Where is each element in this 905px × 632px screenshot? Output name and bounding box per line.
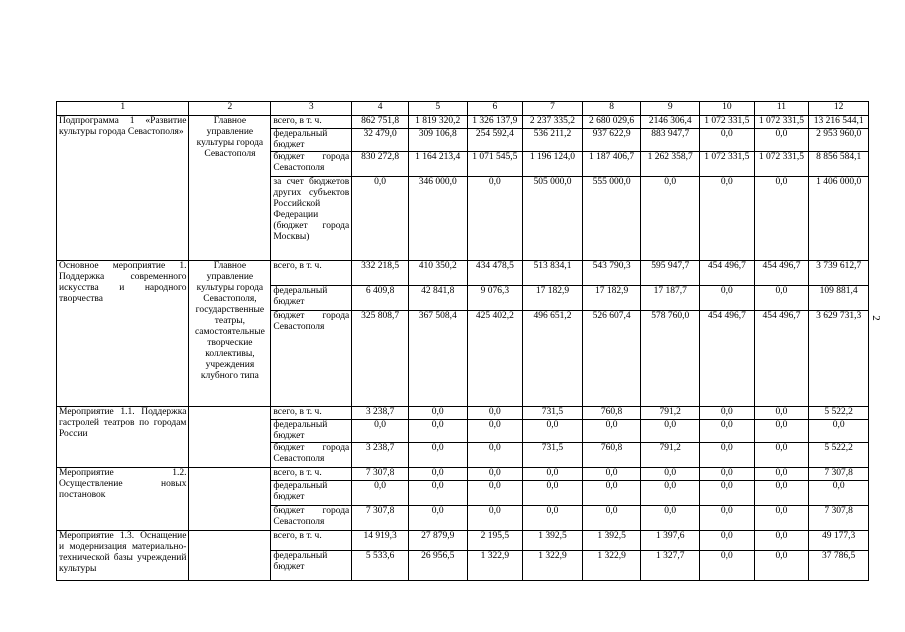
- amount-cell: 42 841,8: [408, 286, 467, 311]
- amount-cell: 0,0: [467, 468, 523, 481]
- amount-cell: 0,0: [641, 506, 700, 531]
- amount-cell: 2 680 029,6: [582, 116, 641, 129]
- amount-cell: 9 076,3: [467, 286, 523, 311]
- amount-cell: 2146 306,4: [641, 116, 700, 129]
- funding-source-cell: бюджет города Севастополя: [271, 506, 352, 531]
- funding-source-cell: за счет бюджетов других субъектов Российской Федерации (бюджет города Москвы): [271, 177, 352, 261]
- column-number: 5: [408, 102, 467, 116]
- amount-cell: 3 238,7: [352, 443, 409, 468]
- amount-cell: 109 881,4: [809, 286, 869, 311]
- amount-cell: 3 739 612,7: [809, 261, 869, 286]
- amount-cell: 555 000,0: [582, 177, 641, 261]
- amount-cell: 6 409,8: [352, 286, 409, 311]
- amount-cell: 7 307,8: [352, 506, 409, 531]
- amount-cell: 27 879,9: [408, 531, 467, 551]
- amount-cell: 883 947,7: [641, 129, 700, 152]
- amount-cell: 0,0: [523, 468, 583, 481]
- column-number: 3: [271, 102, 352, 116]
- amount-cell: 513 834,1: [523, 261, 583, 286]
- amount-cell: 1 392,5: [523, 531, 583, 551]
- funding-source-cell: всего, в т. ч.: [271, 261, 352, 286]
- amount-cell: 496 651,2: [523, 311, 583, 407]
- responsible-org-cell: [189, 531, 271, 581]
- amount-cell: 0,0: [641, 468, 700, 481]
- amount-cell: 1 187 406,7: [582, 152, 641, 177]
- funding-source-cell: бюджет города Севастополя: [271, 152, 352, 177]
- amount-cell: 0,0: [408, 407, 467, 420]
- funding-source-cell: всего, в т. ч.: [271, 468, 352, 481]
- amount-cell: 37 786,5: [809, 551, 869, 581]
- column-number-row: [57, 102, 869, 116]
- amount-cell: 0,0: [582, 481, 641, 506]
- amount-cell: 0,0: [408, 443, 467, 468]
- amount-cell: 1 392,5: [582, 531, 641, 551]
- amount-cell: 454 496,7: [754, 261, 809, 286]
- amount-cell: 8 856 584,1: [809, 152, 869, 177]
- amount-cell: 454 496,7: [700, 311, 755, 407]
- amount-cell: 1 322,9: [523, 551, 583, 581]
- amount-cell: 5 522,2: [809, 407, 869, 420]
- amount-cell: 1 262 358,7: [641, 152, 700, 177]
- amount-cell: 1 406 000,0: [809, 177, 869, 261]
- funding-source-cell: всего, в т. ч.: [271, 116, 352, 129]
- amount-cell: 0,0: [700, 420, 755, 443]
- amount-cell: 0,0: [641, 420, 700, 443]
- amount-cell: 578 760,0: [641, 311, 700, 407]
- amount-cell: 1 164 213,4: [408, 152, 467, 177]
- amount-cell: 791,2: [641, 407, 700, 420]
- amount-cell: 0,0: [754, 551, 809, 581]
- amount-cell: 1 072 331,5: [700, 152, 755, 177]
- amount-cell: 434 478,5: [467, 261, 523, 286]
- amount-cell: 2 195,5: [467, 531, 523, 551]
- amount-cell: 0,0: [809, 420, 869, 443]
- amount-cell: 1 819 320,2: [408, 116, 467, 129]
- amount-cell: 0,0: [467, 407, 523, 420]
- amount-cell: 862 751,8: [352, 116, 409, 129]
- responsible-org-cell: Главное управление культуры города Севастополя: [189, 116, 271, 261]
- funding-source-cell: всего, в т. ч.: [271, 407, 352, 420]
- table-body: [57, 102, 869, 581]
- amount-cell: 254 592,4: [467, 129, 523, 152]
- table-row: [57, 261, 869, 286]
- funding-source-cell: бюджет города Севастополя: [271, 443, 352, 468]
- amount-cell: 425 402,2: [467, 311, 523, 407]
- amount-cell: 0,0: [408, 468, 467, 481]
- table-row: [57, 531, 869, 551]
- amount-cell: 0,0: [754, 443, 809, 468]
- column-number: 6: [467, 102, 523, 116]
- amount-cell: 32 479,0: [352, 129, 409, 152]
- amount-cell: 2 953 960,0: [809, 129, 869, 152]
- amount-cell: 0,0: [523, 420, 583, 443]
- column-number: 12: [809, 102, 869, 116]
- funding-source-cell: федеральный бюджет: [271, 286, 352, 311]
- amount-cell: 505 000,0: [523, 177, 583, 261]
- amount-cell: 760,8: [582, 443, 641, 468]
- column-number: 11: [754, 102, 809, 116]
- amount-cell: 0,0: [754, 506, 809, 531]
- amount-cell: 3 629 731,3: [809, 311, 869, 407]
- amount-cell: 325 808,7: [352, 311, 409, 407]
- amount-cell: 0,0: [352, 420, 409, 443]
- amount-cell: 1 071 545,5: [467, 152, 523, 177]
- amount-cell: 0,0: [467, 177, 523, 261]
- responsible-org-cell: Главное управление культуры города Севастополя, государственные театры, самостоятельные творческие коллективы, учреждения клубного типа: [189, 261, 271, 407]
- amount-cell: 0,0: [700, 468, 755, 481]
- funding-source-cell: федеральный бюджет: [271, 129, 352, 152]
- program-name-cell: Мероприятие 1.1. Поддержка гастролей театров по городам России: [57, 407, 189, 468]
- amount-cell: 0,0: [582, 468, 641, 481]
- amount-cell: 7 307,8: [809, 506, 869, 531]
- amount-cell: 1 322,9: [582, 551, 641, 581]
- amount-cell: 0,0: [467, 506, 523, 531]
- amount-cell: 0,0: [700, 177, 755, 261]
- amount-cell: 17 182,9: [582, 286, 641, 311]
- column-number: 2: [189, 102, 271, 116]
- amount-cell: 49 177,3: [809, 531, 869, 551]
- amount-cell: 0,0: [582, 420, 641, 443]
- column-number: 10: [700, 102, 755, 116]
- amount-cell: 26 956,5: [408, 551, 467, 581]
- page-number: 2: [869, 315, 882, 321]
- funding-source-cell: всего, в т. ч.: [271, 531, 352, 551]
- amount-cell: 0,0: [352, 177, 409, 261]
- amount-cell: 526 607,4: [582, 311, 641, 407]
- amount-cell: 1 397,6: [641, 531, 700, 551]
- amount-cell: 0,0: [754, 420, 809, 443]
- program-name-cell: Мероприятие 1.3. Оснащение и модернизация материально-технической базы учреждений культуры: [57, 531, 189, 581]
- amount-cell: 0,0: [582, 506, 641, 531]
- column-number: 4: [352, 102, 409, 116]
- amount-cell: 0,0: [809, 481, 869, 506]
- budget-table-sheet: [56, 101, 869, 581]
- amount-cell: 2 237 335,2: [523, 116, 583, 129]
- amount-cell: 0,0: [754, 129, 809, 152]
- amount-cell: 0,0: [408, 420, 467, 443]
- amount-cell: 7 307,8: [352, 468, 409, 481]
- amount-cell: 937 622,9: [582, 129, 641, 152]
- amount-cell: 17 182,9: [523, 286, 583, 311]
- amount-cell: 0,0: [408, 481, 467, 506]
- amount-cell: 791,2: [641, 443, 700, 468]
- table-row: [57, 407, 869, 420]
- amount-cell: 0,0: [700, 551, 755, 581]
- amount-cell: 17 187,7: [641, 286, 700, 311]
- amount-cell: 0,0: [754, 407, 809, 420]
- amount-cell: 309 106,8: [408, 129, 467, 152]
- funding-source-cell: бюджет города Севастополя: [271, 311, 352, 407]
- amount-cell: 731,5: [523, 443, 583, 468]
- column-number: 9: [641, 102, 700, 116]
- amount-cell: 0,0: [700, 407, 755, 420]
- amount-cell: 0,0: [467, 481, 523, 506]
- amount-cell: 1 327,7: [641, 551, 700, 581]
- amount-cell: 454 496,7: [754, 311, 809, 407]
- amount-cell: 367 508,4: [408, 311, 467, 407]
- amount-cell: 0,0: [467, 420, 523, 443]
- amount-cell: 454 496,7: [700, 261, 755, 286]
- funding-source-cell: федеральный бюджет: [271, 481, 352, 506]
- table-row: [57, 468, 869, 481]
- funding-source-cell: федеральный бюджет: [271, 551, 352, 581]
- amount-cell: 332 218,5: [352, 261, 409, 286]
- program-name-cell: Мероприятие 1.2. Осуществление новых постановок: [57, 468, 189, 531]
- amount-cell: 0,0: [700, 481, 755, 506]
- column-number: 7: [523, 102, 583, 116]
- amount-cell: 0,0: [641, 177, 700, 261]
- column-number: 8: [582, 102, 641, 116]
- amount-cell: 830 272,8: [352, 152, 409, 177]
- amount-cell: 0,0: [754, 481, 809, 506]
- amount-cell: 0,0: [523, 506, 583, 531]
- amount-cell: 536 211,2: [523, 129, 583, 152]
- amount-cell: 7 307,8: [809, 468, 869, 481]
- amount-cell: 346 000,0: [408, 177, 467, 261]
- responsible-org-cell: [189, 407, 271, 468]
- amount-cell: 731,5: [523, 407, 583, 420]
- amount-cell: 410 350,2: [408, 261, 467, 286]
- column-number: 1: [57, 102, 189, 116]
- amount-cell: 14 919,3: [352, 531, 409, 551]
- amount-cell: 1 326 137,9: [467, 116, 523, 129]
- amount-cell: 0,0: [754, 177, 809, 261]
- amount-cell: 5 522,2: [809, 443, 869, 468]
- amount-cell: 0,0: [352, 481, 409, 506]
- amount-cell: 0,0: [700, 506, 755, 531]
- amount-cell: 1 322,9: [467, 551, 523, 581]
- amount-cell: 543 790,3: [582, 261, 641, 286]
- amount-cell: 0,0: [641, 481, 700, 506]
- amount-cell: 0,0: [754, 468, 809, 481]
- amount-cell: 5 533,6: [352, 551, 409, 581]
- amount-cell: 0,0: [700, 129, 755, 152]
- amount-cell: 0,0: [700, 531, 755, 551]
- amount-cell: 0,0: [754, 286, 809, 311]
- amount-cell: 1 196 124,0: [523, 152, 583, 177]
- amount-cell: 0,0: [754, 531, 809, 551]
- amount-cell: 1 072 331,5: [754, 152, 809, 177]
- amount-cell: 1 072 331,5: [754, 116, 809, 129]
- budget-table: [56, 101, 869, 581]
- amount-cell: 595 947,7: [641, 261, 700, 286]
- responsible-org-cell: [189, 468, 271, 531]
- program-name-cell: Основное мероприятие 1. Поддержка современного искусства и народного творчества: [57, 261, 189, 407]
- amount-cell: 760,8: [582, 407, 641, 420]
- table-row: [57, 116, 869, 129]
- funding-source-cell: федеральный бюджет: [271, 420, 352, 443]
- amount-cell: 0,0: [408, 506, 467, 531]
- amount-cell: 0,0: [700, 286, 755, 311]
- amount-cell: 0,0: [523, 481, 583, 506]
- amount-cell: 3 238,7: [352, 407, 409, 420]
- amount-cell: 13 216 544,1: [809, 116, 869, 129]
- program-name-cell: Подпрограмма 1 «Развитие культуры города Севастополя»: [57, 116, 189, 261]
- amount-cell: 1 072 331,5: [700, 116, 755, 129]
- amount-cell: 0,0: [467, 443, 523, 468]
- amount-cell: 0,0: [700, 443, 755, 468]
